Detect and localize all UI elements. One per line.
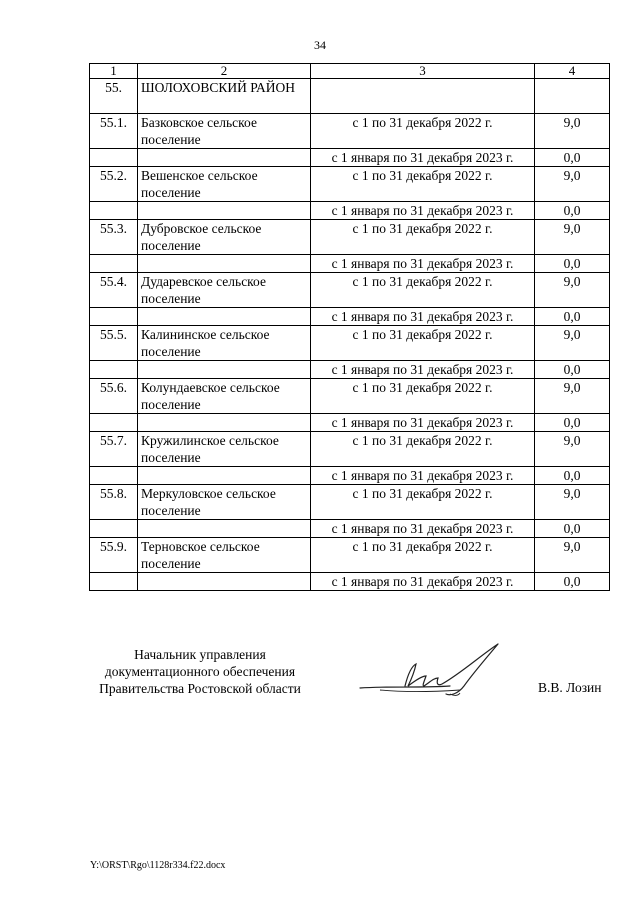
rate-2023: 0,0	[535, 149, 610, 167]
settlement-name: Вешенское сельское поселение	[138, 167, 311, 202]
settlement-number: 55.7.	[90, 432, 138, 467]
table-row	[90, 202, 610, 220]
settlement-number: 55.6.	[90, 379, 138, 414]
empty-cell	[90, 202, 138, 220]
data-table	[89, 63, 610, 591]
empty-cell	[90, 520, 138, 538]
period-2022: с 1 по 31 декабря 2022 г.	[311, 485, 535, 520]
settlement-number: 55.9.	[90, 538, 138, 573]
settlement-name: Дударевское сельское поселение	[138, 273, 311, 308]
table-header-row	[90, 64, 610, 79]
empty-cell	[138, 308, 311, 326]
settlement-name: Терновское сельское поселение	[138, 538, 311, 573]
header-cell-4: 4	[535, 64, 610, 79]
empty-cell	[90, 414, 138, 432]
empty-cell	[138, 573, 311, 591]
table-row	[90, 326, 610, 361]
empty-cell	[90, 467, 138, 485]
period-2023: с 1 января по 31 декабря 2023 г.	[311, 255, 535, 273]
settlement-number: 55.5.	[90, 326, 138, 361]
region-empty-cell	[535, 79, 610, 114]
table-row	[90, 573, 610, 591]
table-row	[90, 255, 610, 273]
table-row	[90, 520, 610, 538]
rate-2023: 0,0	[535, 361, 610, 379]
rate-2022: 9,0	[535, 538, 610, 573]
signature-title-line: Правительства Ростовской области	[99, 681, 301, 696]
rate-2023: 0,0	[535, 520, 610, 538]
signatory-name: В.В. Лозин	[538, 680, 602, 695]
period-2022: с 1 по 31 декабря 2022 г.	[311, 273, 535, 308]
rate-2023: 0,0	[535, 255, 610, 273]
table-row	[90, 485, 610, 520]
settlement-number: 55.1.	[90, 114, 138, 149]
page-number: 34	[314, 38, 326, 52]
rate-2022: 9,0	[535, 379, 610, 414]
table-row	[90, 538, 610, 573]
region-number: 55.	[90, 79, 138, 114]
period-2023: с 1 января по 31 декабря 2023 г.	[311, 414, 535, 432]
table-row	[90, 167, 610, 202]
region-row	[90, 79, 610, 114]
empty-cell	[138, 202, 311, 220]
signature-title	[80, 646, 320, 697]
table-row	[90, 467, 610, 485]
period-2022: с 1 по 31 декабря 2022 г.	[311, 220, 535, 255]
settlement-number: 55.2.	[90, 167, 138, 202]
table-row	[90, 379, 610, 414]
empty-cell	[138, 149, 311, 167]
table-row	[90, 220, 610, 255]
header-cell-1: 1	[90, 64, 138, 79]
rate-2023: 0,0	[535, 308, 610, 326]
period-2022: с 1 по 31 декабря 2022 г.	[311, 167, 535, 202]
settlement-number: 55.3.	[90, 220, 138, 255]
rate-2022: 9,0	[535, 273, 610, 308]
handwritten-signature	[350, 636, 510, 706]
period-2023: с 1 января по 31 декабря 2023 г.	[311, 467, 535, 485]
empty-cell	[90, 361, 138, 379]
table-row	[90, 149, 610, 167]
empty-cell	[138, 467, 311, 485]
rate-2022: 9,0	[535, 220, 610, 255]
table-row	[90, 308, 610, 326]
empty-cell	[138, 255, 311, 273]
period-2023: с 1 января по 31 декабря 2023 г.	[311, 520, 535, 538]
table-row	[90, 114, 610, 149]
table-row	[90, 432, 610, 467]
settlement-name: Колундаевское сельское поселение	[138, 379, 311, 414]
table-row	[90, 273, 610, 308]
empty-cell	[138, 520, 311, 538]
rate-2022: 9,0	[535, 326, 610, 361]
rate-2022: 9,0	[535, 485, 610, 520]
period-2022: с 1 по 31 декабря 2022 г.	[311, 538, 535, 573]
period-2022: с 1 по 31 декабря 2022 г.	[311, 432, 535, 467]
empty-cell	[90, 255, 138, 273]
settlement-name: Дубровское сельское поселение	[138, 220, 311, 255]
rate-2023: 0,0	[535, 573, 610, 591]
period-2023: с 1 января по 31 декабря 2023 г.	[311, 361, 535, 379]
period-2022: с 1 по 31 декабря 2022 г.	[311, 114, 535, 149]
rate-2023: 0,0	[535, 202, 610, 220]
settlement-name: Кружилинское сельское поселение	[138, 432, 311, 467]
period-2022: с 1 по 31 декабря 2022 г.	[311, 379, 535, 414]
settlement-name: Калининское сельское поселение	[138, 326, 311, 361]
period-2023: с 1 января по 31 декабря 2023 г.	[311, 308, 535, 326]
empty-cell	[138, 361, 311, 379]
period-2023: с 1 января по 31 декабря 2023 г.	[311, 149, 535, 167]
empty-cell	[90, 573, 138, 591]
settlement-number: 55.8.	[90, 485, 138, 520]
rate-2022: 9,0	[535, 114, 610, 149]
table-row	[90, 361, 610, 379]
rate-2022: 9,0	[535, 432, 610, 467]
file-path: Y:\ORST\Rgo\1128r334.f22.docx	[90, 860, 226, 871]
settlement-name: Базковское сельское поселение	[138, 114, 311, 149]
period-2023: с 1 января по 31 декабря 2023 г.	[311, 573, 535, 591]
settlement-number: 55.4.	[90, 273, 138, 308]
rate-2022: 9,0	[535, 167, 610, 202]
rate-2023: 0,0	[535, 414, 610, 432]
empty-cell	[90, 308, 138, 326]
table-row	[90, 414, 610, 432]
header-cell-2: 2	[138, 64, 311, 79]
region-empty-cell	[311, 79, 535, 114]
empty-cell	[138, 414, 311, 432]
signature-title-line: документационного обеспечения	[104, 664, 296, 679]
signature-title-line: Начальник управления	[134, 647, 266, 662]
header-cell-3: 3	[311, 64, 535, 79]
empty-cell	[90, 149, 138, 167]
period-2023: с 1 января по 31 декабря 2023 г.	[311, 202, 535, 220]
settlement-name: Меркуловское сельское поселение	[138, 485, 311, 520]
rate-2023: 0,0	[535, 467, 610, 485]
region-name: ШОЛОХОВСКИЙ РАЙОН	[138, 79, 311, 114]
period-2022: с 1 по 31 декабря 2022 г.	[311, 326, 535, 361]
